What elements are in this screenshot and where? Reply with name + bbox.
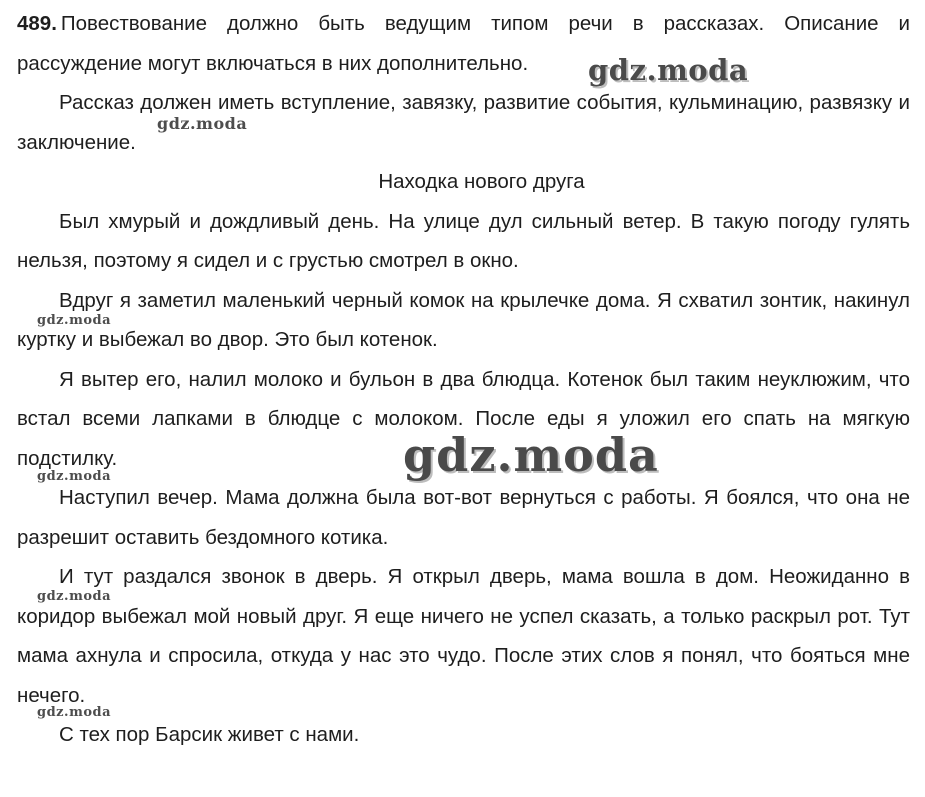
story-paragraph-3: Я вытер его, налил молоко и бульон в два блюдца. Котенок был таким неуклюжим, что встал всеми лапками в блюдце с молоком. После еды я уложил его спать на мягкую подстилку.: [17, 367, 910, 470]
intro-text-1: Повествование должно быть ведущим типом речи в рассказах. Описание и рассуждение могут включаться в них дополнительно.: [17, 12, 910, 75]
watermark: gdz.moda: [588, 53, 749, 87]
story-paragraph-5: И тут раздался звонок в дверь. Я открыл дверь, мама вошла в дом. Неожиданно в коридор выбежал мой новый друг. Я еще ничего не успел сказать, а только раскрыл рот. Тут мама ахнула и спросила, откуда у нас это чудо. После этих слов я понял, что бояться мне нечего.: [17, 565, 910, 707]
exercise-text: [17, 4, 910, 755]
story-paragraph-4: Наступил вечер. Мама должна была вот-вот вернуться с работы. Я боялся, что она не разрешит оставить бездомного котика.: [17, 486, 910, 549]
watermark: gdz.moda: [37, 469, 112, 484]
watermark: gdz.moda: [157, 114, 248, 133]
intro-paragraph-2: Рассказ должен иметь вступление, завязку, развитие события, кульминацию, развязку и заключение.: [17, 91, 910, 154]
watermark: gdz.moda: [37, 589, 112, 604]
story-paragraph-6: С тех пор Барсик живет с нами.: [59, 723, 360, 746]
story-paragraph-1: Был хмурый и дождливый день. На улице дул сильный ветер. В такую погоду гулять нельзя, поэтому я сидел и с грустью смотрел в окно.: [17, 209, 910, 272]
story-paragraph-2: Вдруг я заметил маленький черный комок на крылечке дома. Я схватил зонтик, накинул куртку и выбежал во двор. Это был котенок.: [17, 288, 910, 351]
exercise-number: 489.: [17, 12, 57, 35]
watermark: gdz.moda: [37, 313, 112, 328]
watermark: gdz.moda: [37, 705, 112, 720]
watermark: gdz.moda: [403, 428, 659, 482]
intro-paragraph-1: [17, 4, 910, 87]
story-title: Находка нового друга: [378, 170, 585, 193]
